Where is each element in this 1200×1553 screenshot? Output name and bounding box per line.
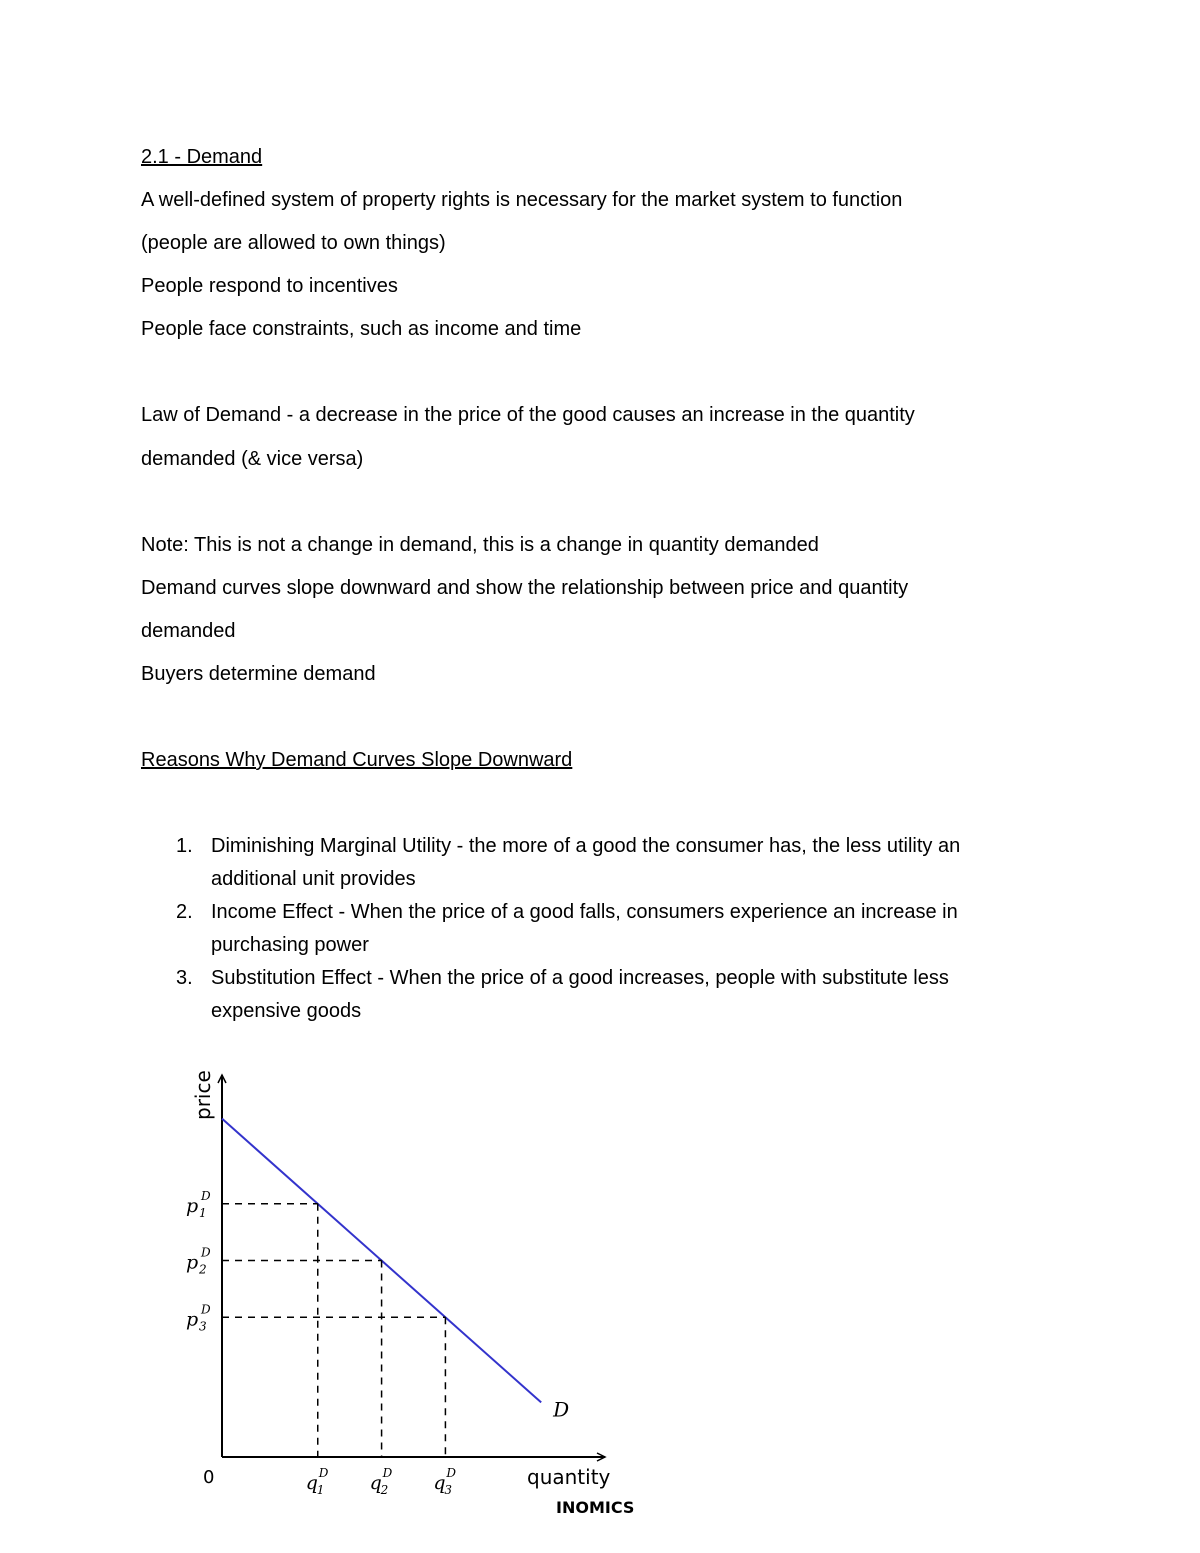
price-tick-superscript: D [201,1302,211,1317]
list-text: Substitution Effect - When the price of a good increases, people with substitute less [211,967,949,989]
paragraph-line: Buyers determine demand [141,663,376,685]
paragraph-line: Law of Demand - a decrease in the price of the good causes an increase in the quantity [141,404,915,426]
price-tick-label: p [186,1251,199,1274]
price-tick-superscript: D [201,1188,211,1203]
price-tick-label: p [186,1308,199,1331]
quantity-tick-superscript: D [382,1466,393,1480]
quantity-tick-label: q [305,1472,318,1494]
y-axis-title: price [191,1070,215,1120]
price-tick-subscript: 1 [199,1205,207,1220]
paragraph-line: Demand curves slope downward and show the relationship between price and quantity [141,577,909,599]
list-text: purchasing power [211,934,369,956]
paragraph-line: demanded [141,620,236,642]
list-text: expensive goods [211,1000,362,1022]
paragraph-line: (people are allowed to own things) [141,232,446,254]
price-tick-subscript: 3 [199,1319,207,1334]
quantity-tick-superscript: D [318,1466,329,1480]
paragraph-line: demanded (& vice versa) [141,448,364,470]
reasons-heading: Reasons Why Demand Curves Slope Downward [141,749,573,771]
curve-label: D [553,1397,570,1422]
paragraph-line: A well-defined system of property rights is necessary for the market system to function [141,189,903,211]
paragraph-line: People face constraints, such as income and time [141,318,582,340]
price-tick-subscript: 2 [199,1262,207,1277]
watermark-logo: INOMICS [556,1498,635,1517]
quantity-tick-label: q [369,1472,382,1494]
section-heading: 2.1 - Demand [141,146,263,168]
list-number: 1. [176,835,193,857]
list-text: Income Effect - When the price of a good falls, consumers experience an increase in [211,901,958,923]
price-tick-label: p [186,1194,199,1217]
list-number: 3. [176,967,193,989]
price-tick-superscript: D [201,1245,211,1260]
quantity-tick-superscript: D [446,1466,457,1480]
list-text: additional unit provides [211,868,416,890]
list-text: Diminishing Marginal Utility - the more of a good the consumer has, the less utility an [211,835,961,857]
origin-label: 0 [203,1467,215,1488]
list-number: 2. [176,901,193,923]
quantity-tick-subscript: 1 [316,1483,325,1497]
quantity-tick-subscript: 3 [444,1483,453,1497]
paragraph-line: Note: This is not a change in demand, this is a change in quantity demanded [141,534,819,556]
quantity-tick-label: q [433,1472,446,1494]
paragraph-line: People respond to incentives [141,275,398,297]
quantity-tick-subscript: 2 [380,1483,389,1497]
x-axis-title: quantity [527,1465,611,1489]
